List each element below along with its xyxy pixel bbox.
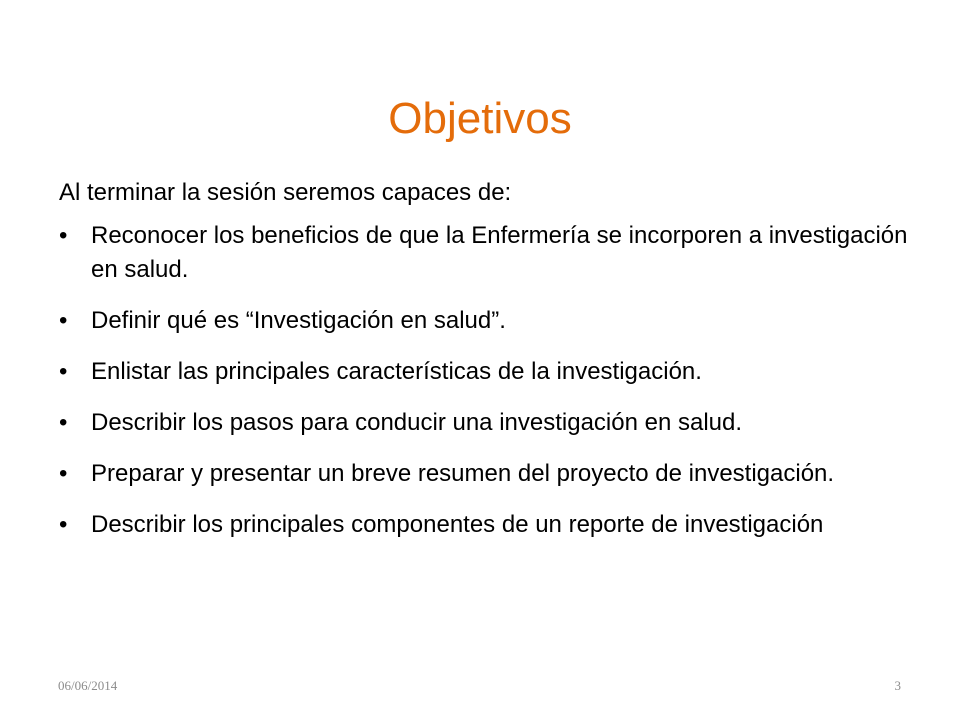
objective-item <box>59 508 919 542</box>
objective-item <box>59 406 919 440</box>
objective-text: Enlistar las principales características de la investigación. <box>91 358 702 385</box>
bullet-icon: • <box>59 511 68 538</box>
objective-text: Definir qué es “Investigación en salud”. <box>91 307 506 334</box>
bullet-icon: • <box>59 222 68 249</box>
objectives-list <box>59 219 919 542</box>
objective-text: Describir los principales componentes de un reporte de investigación <box>91 511 824 538</box>
bullet-icon: • <box>59 460 68 487</box>
footer-date: 06/06/2014 <box>58 678 118 693</box>
objective-text: Reconocer los beneficios de que la Enfermería se incorporen a investigación en salud. <box>91 222 908 283</box>
objective-item <box>59 304 919 338</box>
bullet-icon: • <box>59 409 68 436</box>
slide-body <box>59 176 919 559</box>
objective-text: Describir los pasos para conducir una investigación en salud. <box>91 409 743 436</box>
bullet-icon: • <box>59 358 68 385</box>
objective-item <box>59 355 919 389</box>
objective-text: Preparar y presentar un breve resumen del proyecto de investigación. <box>91 460 835 487</box>
bullet-icon: • <box>59 307 68 334</box>
page-number: 3 <box>894 678 901 693</box>
intro-text: Al terminar la sesión seremos capaces de: <box>59 179 512 206</box>
objective-item <box>59 457 919 491</box>
objective-item <box>59 219 919 287</box>
slide-title: Objetivos <box>388 94 572 144</box>
